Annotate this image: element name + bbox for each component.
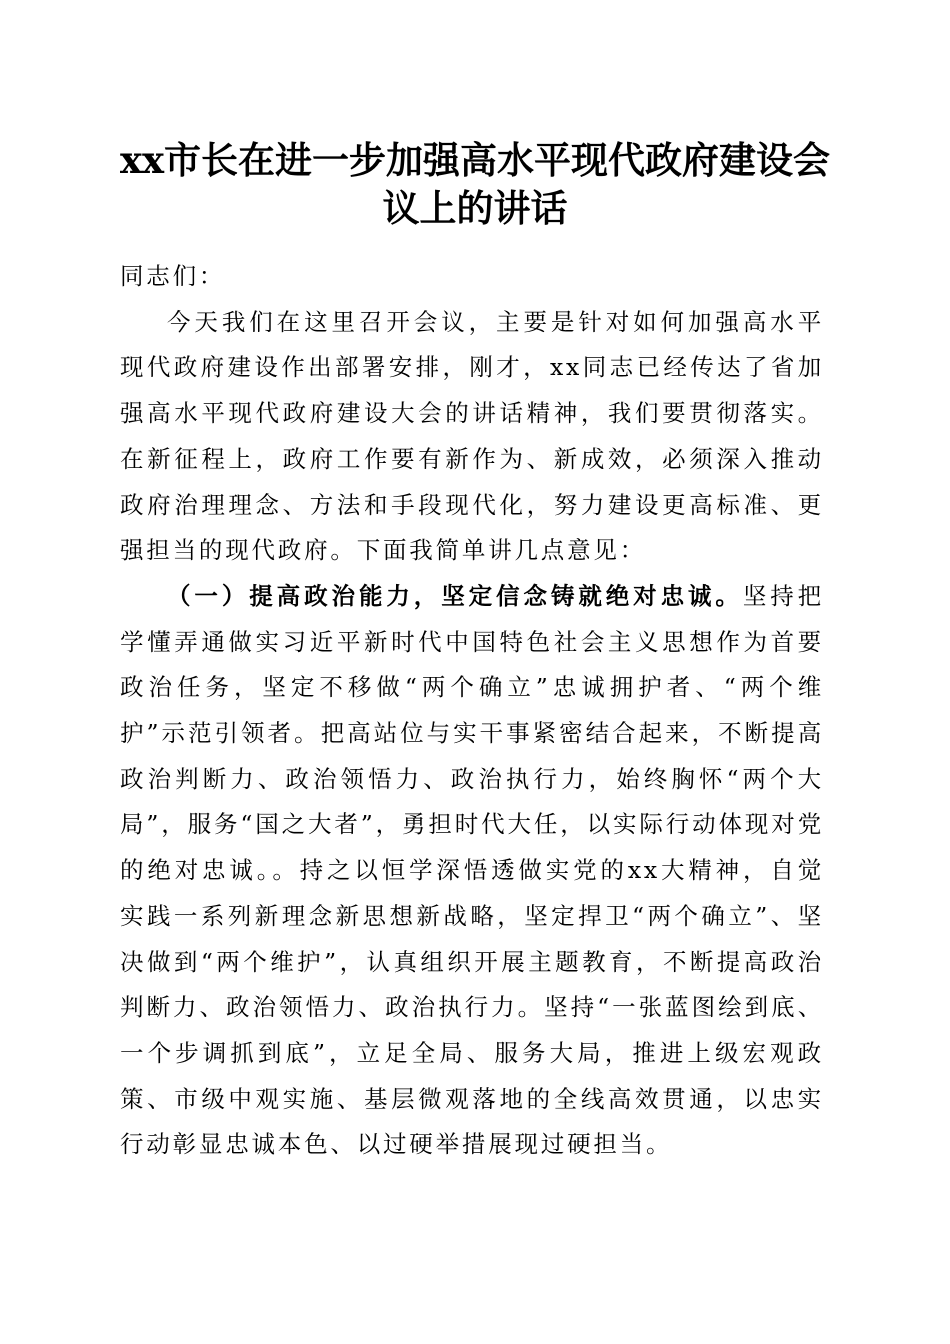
intro-paragraph: 今天我们在这里召开会议，主要是针对如何加强高水平现代政府建设作出部署安排，刚才，xx同志已经传达了省加强高水平现代政府建设大会的讲话精神，我们要贯彻落实。在新征程上，政府工作要有新作为、新成效，必须深入推动政府治理理念、方法和手段现代化，努力建设更高标准、更强担当的现代政府。下面我简单讲几点意见： [120,307,824,565]
document-title: xx市长在进一步加强高水平现代政府建设会议上的讲话 [119,138,831,230]
section-1-body: 坚持把学懂弄通做实习近平新时代中国特色社会主义思想作为首要政治任务，坚定不移做“两个确立”忠诚拥护者、“两个维护”示范引领者。把高站位与实干事紧密结合起来，不断提高政治判断力、政治领悟力、政治执行力，始终胸怀“两个大局”，服务“国之大者”，勇担时代大任，以实际行动体现对党的绝对忠诚。。持之以恒学深悟透做实党的xx大精神，自觉实践一系列新理念新思想新战略，坚定捍卫“两个确立”、坚决做到“两个维护”，认真组织开展主题教育，不断提高政治判断力、政治领悟力、政治执行力。坚持“一张蓝图绘到底、一个步调抓到底”，立足全局、服务大局，推进上级宏观政策、市级中观实施、基层微观落地的全线高效贯通，以忠实行动彰显忠诚本色、以过硬举措展现过硬担当。 [120,581,824,1159]
document-body [120,254,824,1168]
section-1-heading: （一）提高政治能力，坚定信念铸就绝对忠诚。 [167,581,743,610]
section-1-paragraph [120,574,824,1168]
greeting-paragraph: 同志们： [120,262,226,290]
